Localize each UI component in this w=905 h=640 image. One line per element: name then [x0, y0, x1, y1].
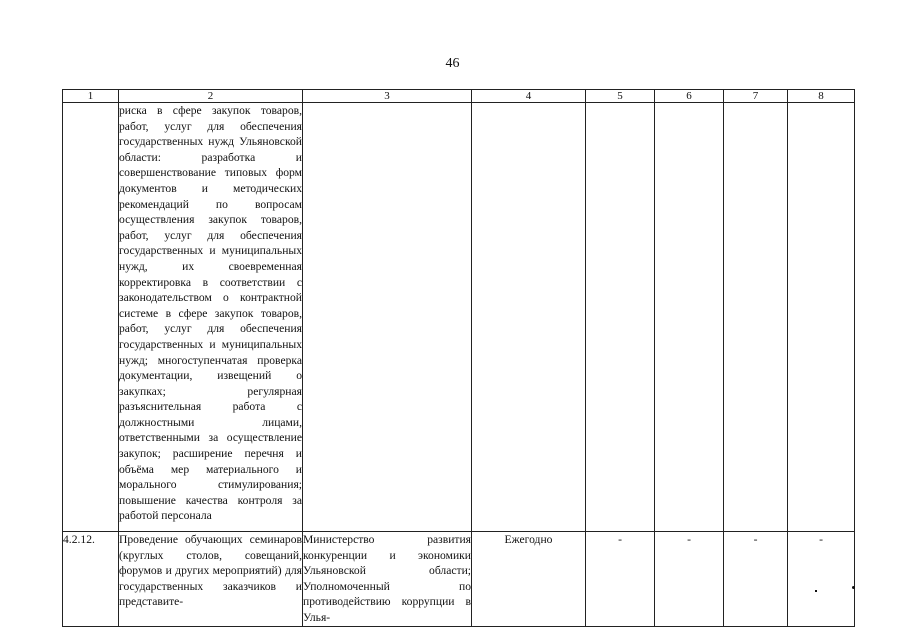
- table-row: [63, 103, 855, 532]
- col5-value: -: [586, 532, 655, 627]
- measure-description: Проведение обучающих семинаров (круглых столов, совещаний, форумов и других мероприятий) для государственных заказчиков и представите-: [119, 532, 303, 627]
- item-number: 4.2.12.: [63, 532, 119, 627]
- executor: [303, 103, 472, 532]
- page-number: 46: [445, 56, 460, 71]
- measure-description: риска в сфере закупок товаров, работ, услуг для обеспечения государственных нужд Ульяновской области: разработка и совершенствование типовых форм документов и методических рекомендаций по вопросам осуществления закупок товаров, работ, услуг для обеспечения государственных и муниципальных нужд, их своевременная корректировка в соответствии с законодательством о контрактной системе в сфере закупок товаров, работ, услуг для обеспечения государственных и муниципальных нужд; многоступенчатая проверка документации, извещений о закупках; регулярная разъяснительная работа с должностными лицами, ответственными за осуществление закупок; расширение перечня и объёма мер материального и морального стимулирования; повышение качества контроля за работой персонала: [119, 103, 303, 532]
- column-header: 4: [472, 90, 586, 103]
- col5-value: [586, 103, 655, 532]
- plan-table: [62, 89, 855, 627]
- col6-value: -: [655, 532, 724, 627]
- term: [472, 103, 586, 532]
- column-header: 5: [586, 90, 655, 103]
- col7-value: [724, 103, 788, 532]
- scan-speck: [852, 586, 855, 589]
- item-number: [63, 103, 119, 532]
- col7-value: -: [724, 532, 788, 627]
- column-header: 7: [724, 90, 788, 103]
- table-row: [63, 532, 855, 627]
- term: Ежегодно: [472, 532, 586, 627]
- col8-value: -: [788, 532, 855, 627]
- table-header-row: [63, 90, 855, 103]
- column-header: 6: [655, 90, 724, 103]
- executor: Министерство развития конкуренции и экономики Ульяновской области; Уполномоченный по противодействию коррупции в Улья-: [303, 532, 472, 627]
- scan-speck: [815, 590, 817, 592]
- column-header: 8: [788, 90, 855, 103]
- column-header: 2: [119, 90, 303, 103]
- col6-value: [655, 103, 724, 532]
- col8-value: [788, 103, 855, 532]
- column-header: 3: [303, 90, 472, 103]
- column-header: 1: [63, 90, 119, 103]
